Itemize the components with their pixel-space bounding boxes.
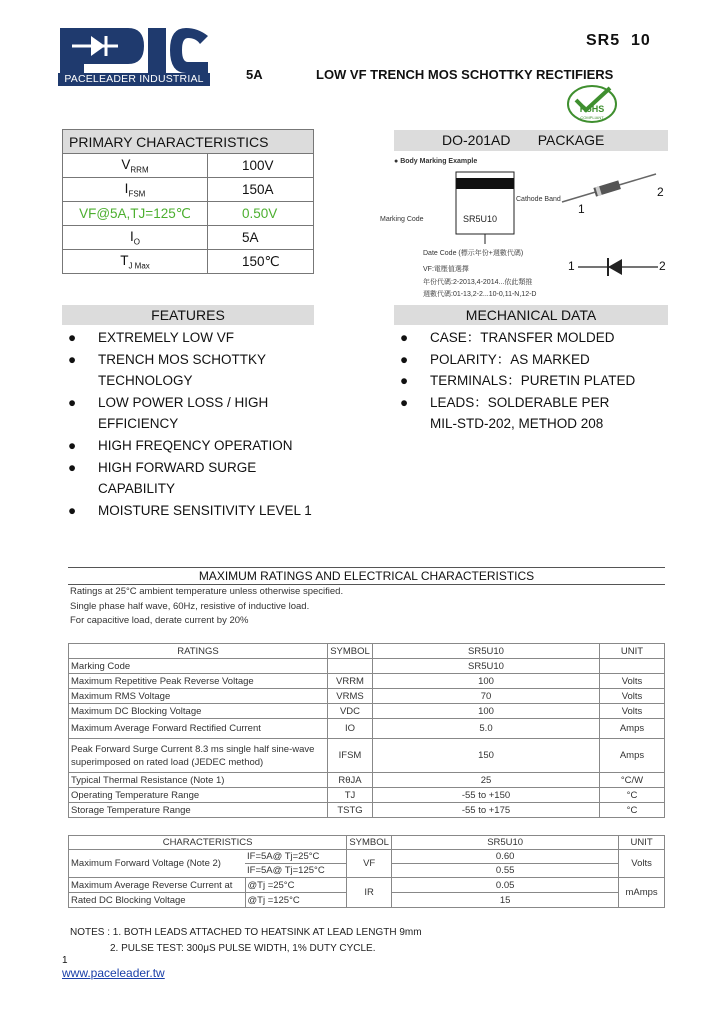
- rohs-label: RoHS: [579, 104, 605, 114]
- page-number: 1: [62, 955, 68, 966]
- date-code-label: Date Code (標示年份+週數代碼): [423, 250, 524, 257]
- table-header: CHARACTERISTICS SYMBOL SR5U10 UNIT: [69, 836, 665, 850]
- max-ratings-heading: MAXIMUM RATINGS AND ELECTRICAL CHARACTERISTICS: [68, 567, 665, 585]
- table-row: $I_O$ 5A: [63, 226, 314, 250]
- table-row: VF@5A,TJ=125℃ 0.50V: [63, 202, 314, 226]
- marking-code-value: SR5U10: [463, 214, 498, 224]
- website-link[interactable]: www.paceleader.tw: [62, 966, 165, 980]
- pin-2-label: 2: [657, 185, 664, 199]
- table-row: Maximum Average Forward Rectified Current IO 5.0 Amps: [69, 719, 665, 739]
- table-row: $I_{FSM}$ 150A: [63, 178, 314, 202]
- marking-code-label: Marking Code: [380, 216, 424, 223]
- table-row: $V_{RRM}$ 100V: [63, 154, 314, 178]
- table-row: Marking Code SR5U10: [69, 659, 665, 674]
- list-item: ● HIGH FORWARD SURGE CAPABILITY: [68, 459, 257, 497]
- list-item: ● HIGH FREQENCY OPERATION: [68, 437, 293, 453]
- part-number: SR5 10: [586, 32, 651, 49]
- list-item: ● MOISTURE SENSITIVITY LEVEL 1: [68, 502, 312, 518]
- package-note-2: 年份代碼:2-2013,4-2014...依此類推: [423, 279, 533, 286]
- list-item: ● LEADS：SOLDERABLE PER MIL-STD-202, METHOD 208: [400, 394, 610, 432]
- table-row: Maximum Repetitive Peak Reverse Voltage VRRM 100 Volts: [69, 674, 665, 689]
- list-item: ● LOW POWER LOSS / HIGH EFFICIENCY: [68, 394, 269, 432]
- cathode-band-label: Cathode Band: [516, 196, 561, 203]
- rating-note-1: Ratings at 25°C ambient temperature unless otherwise specified.: [70, 586, 344, 597]
- rohs-sub: COMPLIANT: [580, 115, 604, 120]
- pin-1-label: 1: [578, 202, 585, 216]
- table-row: Maximum RMS Voltage VRMS 70 Volts: [69, 689, 665, 704]
- symbol-pin-1-label: 1: [568, 259, 575, 273]
- primary-characteristics-table: [62, 129, 314, 274]
- table-row: Rated DC Blocking Voltage @Tj =125°C 15: [69, 893, 665, 908]
- diode-axial-icon: [560, 172, 660, 206]
- table-row: IF=5A@ Tj=125°C 0.55: [69, 864, 665, 878]
- table-row: Maximum Forward Voltage (Note 2) IF=5A@ Tj=25°C VF 0.60 Volts: [69, 850, 665, 864]
- features-heading: FEATURES: [62, 305, 314, 325]
- rating-note-2: Single phase half wave, 60Hz, resistive of inductive load.: [70, 601, 310, 612]
- list-item: ● POLARITY：AS MARKED: [400, 351, 590, 367]
- package-heading: DO-201AD PACKAGE: [394, 130, 668, 151]
- features-list: [62, 327, 322, 521]
- footnote-1: NOTES : 1. BOTH LEADS ATTACHED TO HEATSINK AT LEAD LENGTH 9mm: [70, 927, 422, 938]
- table-row: Typical Thermal Resistance (Note 1) RθJA 25 °C/W: [69, 773, 665, 788]
- table-row: $T_{J Max}$ 150℃: [63, 250, 314, 274]
- list-item: ● TERMINALS：PURETIN PLATED: [400, 373, 636, 389]
- list-item: ● EXTREMELY LOW VF: [68, 330, 235, 345]
- current-rating: 5A: [246, 67, 263, 82]
- table-row: Maximum DC Blocking Voltage VDC 100 Volts: [69, 704, 665, 719]
- mechanical-heading: MECHANICAL DATA: [394, 305, 668, 325]
- package-note-1: VF:電壓值選擇: [423, 266, 469, 273]
- rohs-badge-icon: [566, 84, 618, 124]
- characteristics-table: [68, 835, 665, 908]
- package-note-3: 週數代碼:01-13,2-2...10-0,11-N,12-D: [423, 291, 537, 298]
- footnote-2: 2. PULSE TEST: 300μS PULSE WIDTH, 1% DUTY CYCLE.: [110, 943, 376, 954]
- table-row: Storage Temperature Range TSTG -55 to +175 °C: [69, 803, 665, 818]
- diode-body-icon: [450, 170, 520, 244]
- table-header: RATINGS SYMBOL SR5U10 UNIT: [69, 644, 665, 659]
- rating-note-3: For capacitive load, derate current by 20%: [70, 615, 249, 626]
- table-row: Peak Forward Surge Current 8.3 ms single half sine-wave superimposed on rated load (JEDEC method) IFSM 150 Amps: [69, 739, 665, 773]
- table-row: Maximum Average Reverse Current at @Tj =25°C IR 0.05 mAmps: [69, 878, 665, 893]
- logo-subtitle: PACELEADER INDUSTRIAL: [58, 73, 210, 86]
- marking-example-label: ● Body Marking Example: [394, 158, 478, 165]
- max-ratings-table: [68, 643, 665, 818]
- list-item: ● CASE：TRANSFER MOLDED: [400, 330, 615, 345]
- symbol-pin-2-label: 2: [659, 259, 666, 273]
- mechanical-list: [394, 327, 684, 435]
- diode-symbol-icon: [578, 256, 658, 278]
- primary-heading: PRIMARY CHARACTERISTICS: [63, 130, 314, 154]
- table-row: Operating Temperature Range TJ -55 to +150 °C: [69, 788, 665, 803]
- page-title: LOW VF TRENCH MOS SCHOTTKY RECTIFIERS: [316, 67, 614, 82]
- list-item: ● TRENCH MOS SCHOTTKY TECHNOLOGY: [68, 351, 267, 389]
